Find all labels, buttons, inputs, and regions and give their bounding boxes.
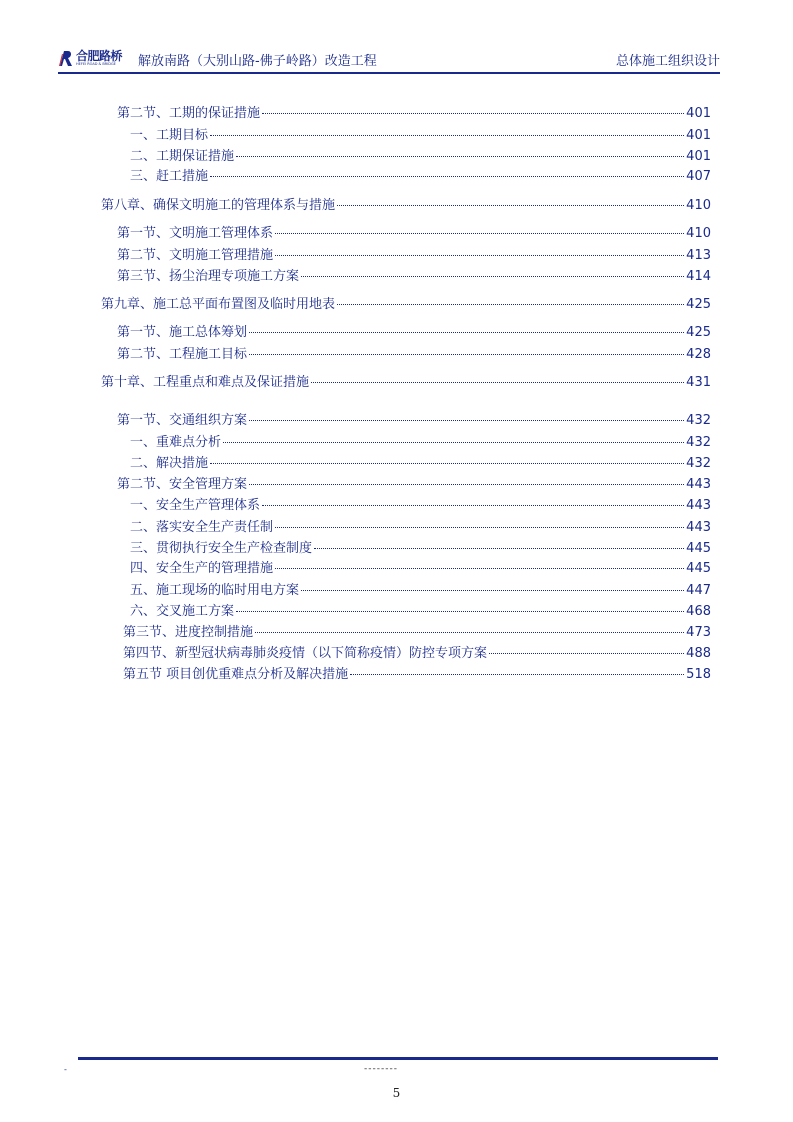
toc-entry-page: 443 [686,520,711,535]
toc-leader [301,276,684,277]
toc-entry[interactable] [130,579,711,599]
toc-entry[interactable] [130,494,711,514]
toc-entry-label: 二、解决措施 [130,456,209,471]
logo-cn-text: 合肥路桥 [76,48,123,63]
toc-entry[interactable] [123,663,711,683]
toc-entry-page: 414 [686,269,711,284]
logo-en-text: HEFEI ROAD & BRIDGE [76,61,116,66]
toc-entry-label: 第四节、新型冠状病毒肺炎疫情（以下简称疫情）防控专项方案 [123,646,488,661]
footer-mark: - [64,1065,67,1074]
toc-leader [301,590,684,591]
toc-entry-page: 443 [686,477,711,492]
toc-entry[interactable] [130,165,711,185]
toc-entry-label: 第三节、进度控制措施 [123,625,254,640]
toc-leader [249,420,684,421]
toc-leader [223,442,684,443]
toc-entry-label: 一、工期目标 [130,128,209,143]
toc-entry-page: 401 [686,106,711,121]
toc-entry-page: 425 [686,325,711,340]
toc-entry-page: 443 [686,498,711,513]
footer-divider [78,1057,718,1060]
toc-leader [236,611,684,612]
toc-entry-label: 第十章、工程重点和难点及保证措施 [101,375,310,390]
toc-leader [275,568,684,569]
toc-entry-page: 468 [686,604,711,619]
page-number: 5 [392,1086,401,1100]
toc-entry-page: 447 [686,583,711,598]
toc-entry-page: 401 [686,149,711,164]
toc-leader [489,653,684,654]
toc-entry[interactable] [130,452,711,472]
toc-entry-label: 第三节、扬尘治理专项施工方案 [117,269,300,284]
toc-entry-page: 473 [686,625,711,640]
toc-entry-page: 401 [686,128,711,143]
toc-entry[interactable] [101,293,711,313]
toc-entry-label: 第九章、施工总平面布置图及临时用地表 [101,297,336,312]
toc-entry[interactable] [117,244,711,264]
toc-entry-label: 一、安全生产管理体系 [130,498,261,513]
toc-leader [350,674,684,675]
toc-leader [249,484,684,485]
toc-entry[interactable] [130,557,711,577]
toc-entry-label: 第二节、安全管理方案 [117,477,248,492]
toc-entry-label: 第一节、文明施工管理体系 [117,226,274,241]
toc-leader [249,354,684,355]
toc-entry-page: 425 [686,297,711,312]
toc-entry[interactable] [117,473,711,493]
toc-entry-label: 二、工期保证措施 [130,149,235,164]
toc-entry-page: 410 [686,226,711,241]
toc-entry-label: 六、交叉施工方案 [130,604,235,619]
toc-entry-label: 二、落实安全生产责任制 [130,520,274,535]
toc-entry-label: 第二节、文明施工管理措施 [117,248,274,263]
toc-leader [262,113,684,114]
toc-entry-page: 428 [686,347,711,362]
toc-entry-label: 一、重难点分析 [130,435,222,450]
toc-entry[interactable] [130,516,711,536]
toc-entry-page: 445 [686,541,711,556]
toc-leader [275,255,684,256]
toc-entry[interactable] [101,371,711,391]
document-type: 总体施工组织设计 [615,54,720,69]
toc-entry[interactable] [117,321,711,341]
toc-leader [210,176,684,177]
toc-entry-label: 三、贯彻执行安全生产检查制度 [130,541,313,556]
toc-leader [255,632,684,633]
toc-leader [275,527,684,528]
toc-entry-page: 413 [686,248,711,263]
toc-leader [311,382,684,383]
toc-leader [314,548,684,549]
toc-entry-page: 431 [686,375,711,390]
toc-leader [337,304,684,305]
toc-leader [236,156,684,157]
toc-entry-page: 445 [686,561,711,576]
toc-entry-label: 四、安全生产的管理措施 [130,561,274,576]
toc-entry-label: 第二节、工期的保证措施 [117,106,261,121]
toc-entry-label: 第一节、施工总体筹划 [117,325,248,340]
toc-entry[interactable] [123,642,711,662]
toc-entry-label: 五、施工现场的临时用电方案 [130,583,300,598]
toc-leader [210,463,684,464]
toc-leader [337,205,684,206]
toc-entry[interactable] [130,145,711,165]
toc-entry[interactable] [130,124,711,144]
toc-entry-label: 第一节、交通组织方案 [117,413,248,428]
toc-entry-page: 488 [686,646,711,661]
toc-entry-page: 432 [686,435,711,450]
toc-leader [249,332,684,333]
toc-entry[interactable] [117,102,711,122]
toc-entry[interactable] [117,343,711,363]
toc-entry-page: 407 [686,169,711,184]
toc-leader [275,233,684,234]
toc-entry[interactable] [117,222,711,242]
toc-entry-page: 432 [686,413,711,428]
toc-leader [210,135,684,136]
toc-entry[interactable] [117,265,711,285]
toc-leader [262,505,684,506]
toc-entry[interactable] [123,621,711,641]
toc-entry-label: 第八章、确保文明施工的管理体系与措施 [101,198,336,213]
toc-entry-label: 第二节、工程施工目标 [117,347,248,362]
toc-entry-page: 432 [686,456,711,471]
toc-entry[interactable] [130,600,711,620]
toc-entry-label: 第五节 项目创优重难点分析及解决措施 [123,667,349,682]
toc-entry-page: 410 [686,198,711,213]
project-title: 解放南路（大别山路-佛子岭路）改造工程 [138,54,377,69]
toc-entry[interactable] [130,537,711,557]
toc-entry[interactable] [101,194,711,214]
toc-entry-label: 三、赶工措施 [130,169,209,184]
toc-entry[interactable] [117,409,711,429]
toc-entry-page: 518 [686,667,711,682]
toc-entry[interactable] [130,431,711,451]
footer-dashes: -------- [364,1064,398,1074]
